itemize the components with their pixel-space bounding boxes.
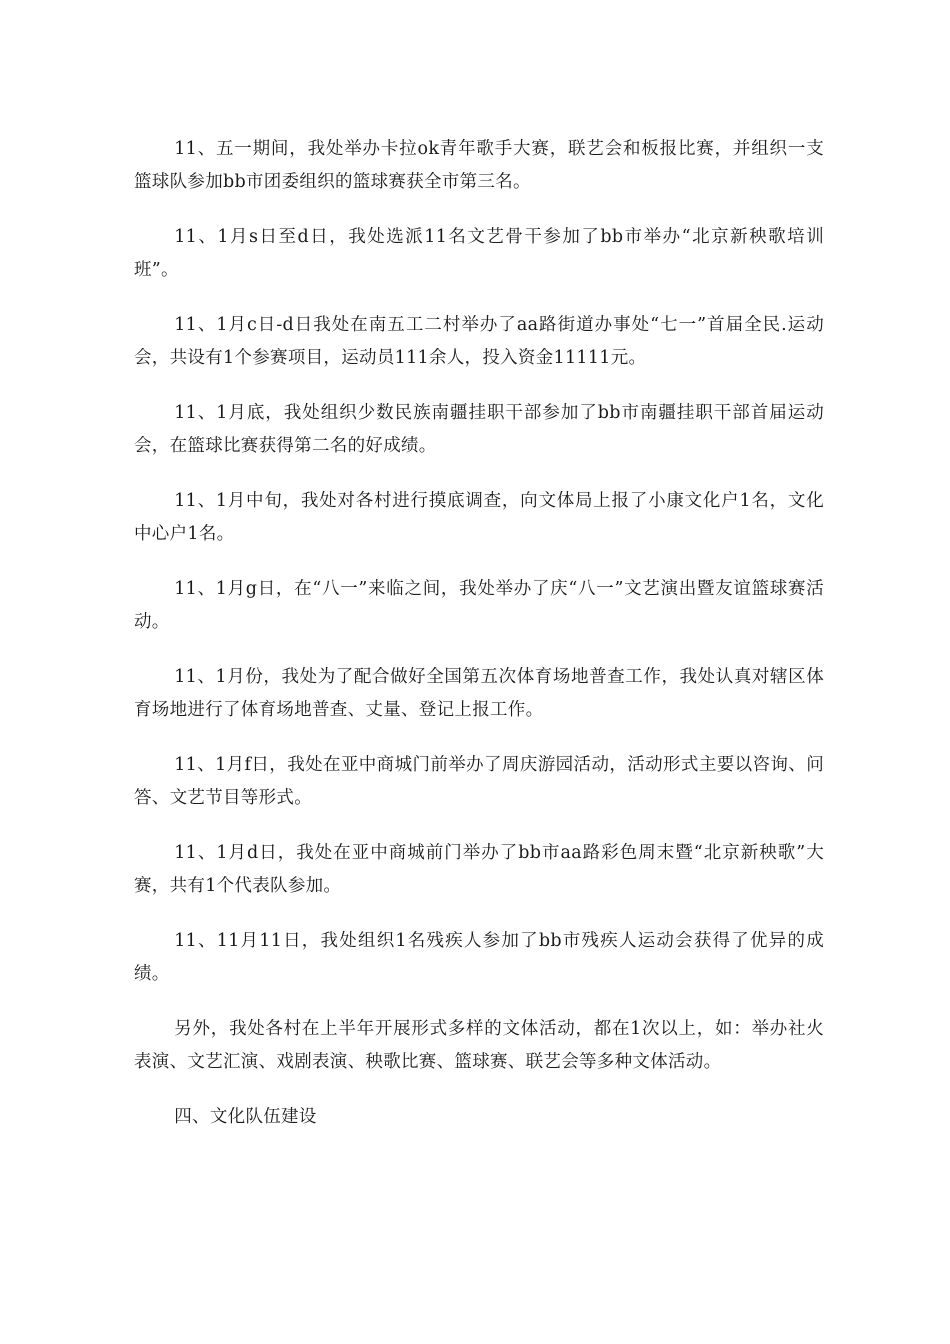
paragraph-2: 11、1月s日至d日，我处选派11名文艺骨干参加了bb市举办“北京新秧歌培训班”。 <box>134 227 824 280</box>
paragraph-1: 11、五一期间，我处举办卡拉ok青年歌手大赛，联艺会和板报比赛，并组织一支篮球队参加bb市团委组织的篮球赛获全市第三名。 <box>134 139 824 192</box>
paragraph-10: 11、11月11日，我处组织1名残疾人参加了bb市残疾人运动会获得了优异的成绩。 <box>134 931 824 984</box>
section-heading: 四、文化队伍建设 <box>174 1107 317 1127</box>
paragraph-7: 11、1月份，我处为了配合做好全国第五次体育场地普查工作，我处认真对辖区体育场地进行了体育场地普查、丈量、登记上报工作。 <box>134 667 824 720</box>
paragraph-8: 11、1月f日，我处在亚中商城门前举办了周庆游园活动，活动形式主要以咨询、问答、文艺节目等形式。 <box>134 755 824 808</box>
paragraph-5: 11、1月中旬，我处对各村进行摸底调查，向文体局上报了小康文化户1名，文化中心户1名。 <box>134 491 824 544</box>
paragraph-11: 另外，我处各村在上半年开展形式多样的文体活动，都在1次以上，如：举办社火表演、文艺汇演、戏剧表演、秧歌比赛、篮球赛、联艺会等多种文体活动。 <box>134 1019 824 1072</box>
paragraph-4: 11、1月底，我处组织少数民族南疆挂职干部参加了bb市南疆挂职干部首届运动会，在篮球比赛获得第二名的好成绩。 <box>134 403 824 456</box>
paragraph-9: 11、1月d日，我处在亚中商城前门举办了bb市aa路彩色周末暨“北京新秧歌”大赛，共有1个代表队参加。 <box>134 843 824 896</box>
document-body <box>134 133 824 1134</box>
paragraph-6: 11、1月g日，在“八一”来临之间，我处举办了庆“八一”文艺演出暨友谊篮球赛活动。 <box>134 579 824 632</box>
paragraph-3: 11、1月c日-d日我处在南五工二村举办了aa路街道办事处“七一”首届全民.运动会，共设有1个参赛项目，运动员111余人，投入资金11111元。 <box>134 315 824 368</box>
